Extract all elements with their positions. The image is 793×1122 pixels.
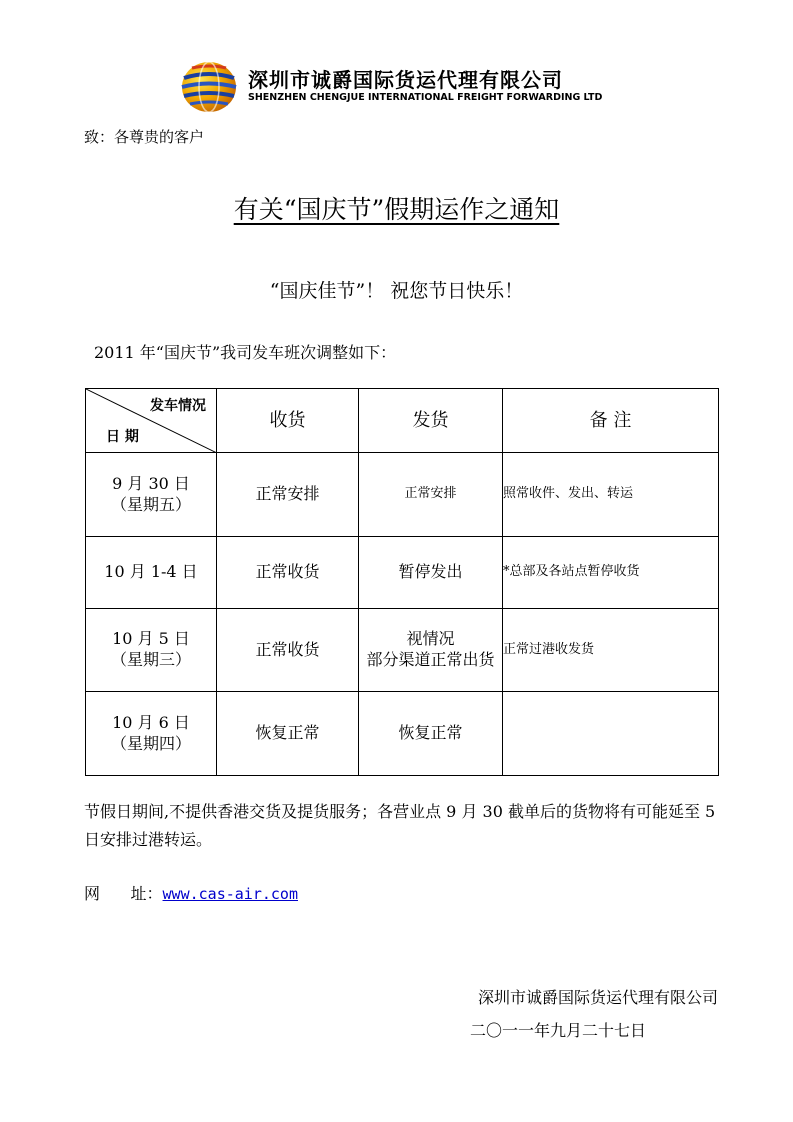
holiday-note: 节假日期间,不提供香港交货及提货服务；各营业点 9 月 30 截单后的货物将有可能延至 5 日安排过港转运。	[84, 802, 716, 849]
corner-header-cell	[86, 389, 217, 453]
receive-cell: 恢复正常	[217, 692, 359, 776]
remark-cell: 照常收件、发出、转运	[503, 453, 719, 537]
table-row	[86, 609, 719, 692]
table-row	[86, 453, 719, 537]
dispatch-cell: 暂停发出	[359, 537, 503, 609]
corner-top-label: 发车情况	[150, 398, 206, 414]
table-row	[86, 537, 719, 609]
table-header-row	[86, 389, 719, 453]
dispatch-cell: 恢复正常	[359, 692, 503, 776]
website-label: 网 址：	[84, 884, 163, 903]
remark-cell: 正常过港收发货	[503, 609, 719, 692]
globe-logo-icon	[180, 60, 238, 114]
company-name-en: SHENZHEN CHENGJUE INTERNATIONAL FREIGHT FORWARDING LTD	[248, 92, 603, 103]
salutation: 致：各尊贵的客户	[84, 128, 205, 146]
schedule-table	[85, 388, 719, 776]
table-row	[86, 692, 719, 776]
date-cell: 10 月 5 日 （星期三）	[86, 609, 217, 692]
remark-cell: *总部及各站点暂停收货	[503, 537, 719, 609]
letterhead	[180, 58, 640, 114]
receive-cell: 正常收货	[217, 609, 359, 692]
website-line	[84, 881, 298, 904]
receive-cell: 正常安排	[217, 453, 359, 537]
signature-date: 二〇一一年九月二十七日	[470, 1021, 647, 1040]
date-cell: 10 月 1-4 日	[86, 537, 217, 609]
notice-title: 有关“国庆节”假期运作之通知	[233, 195, 560, 224]
header-dispatch: 发货	[359, 389, 503, 453]
website-link[interactable]: www.cas-air.com	[162, 885, 298, 903]
date-cell: 10 月 6 日 （星期四）	[86, 692, 217, 776]
header-receive: 收货	[217, 389, 359, 453]
corner-bottom-label: 日 期	[106, 428, 139, 445]
receive-cell: 正常收货	[217, 537, 359, 609]
dispatch-cell: 正常安排	[359, 453, 503, 537]
remark-cell	[503, 692, 719, 776]
header-remark: 备 注	[503, 389, 719, 453]
dispatch-cell: 视情况 部分渠道正常出货	[359, 609, 503, 692]
greeting: “国庆佳节”！ 祝您节日快乐！	[269, 280, 524, 302]
intro-text: 2011 年“国庆节”我司发车班次调整如下：	[94, 343, 397, 362]
signature-company: 深圳市诚爵国际货运代理有限公司	[477, 988, 718, 1007]
date-cell: 9 月 30 日 （星期五）	[86, 453, 217, 537]
company-name-cn: 深圳市诚爵国际货运代理有限公司	[248, 68, 563, 92]
